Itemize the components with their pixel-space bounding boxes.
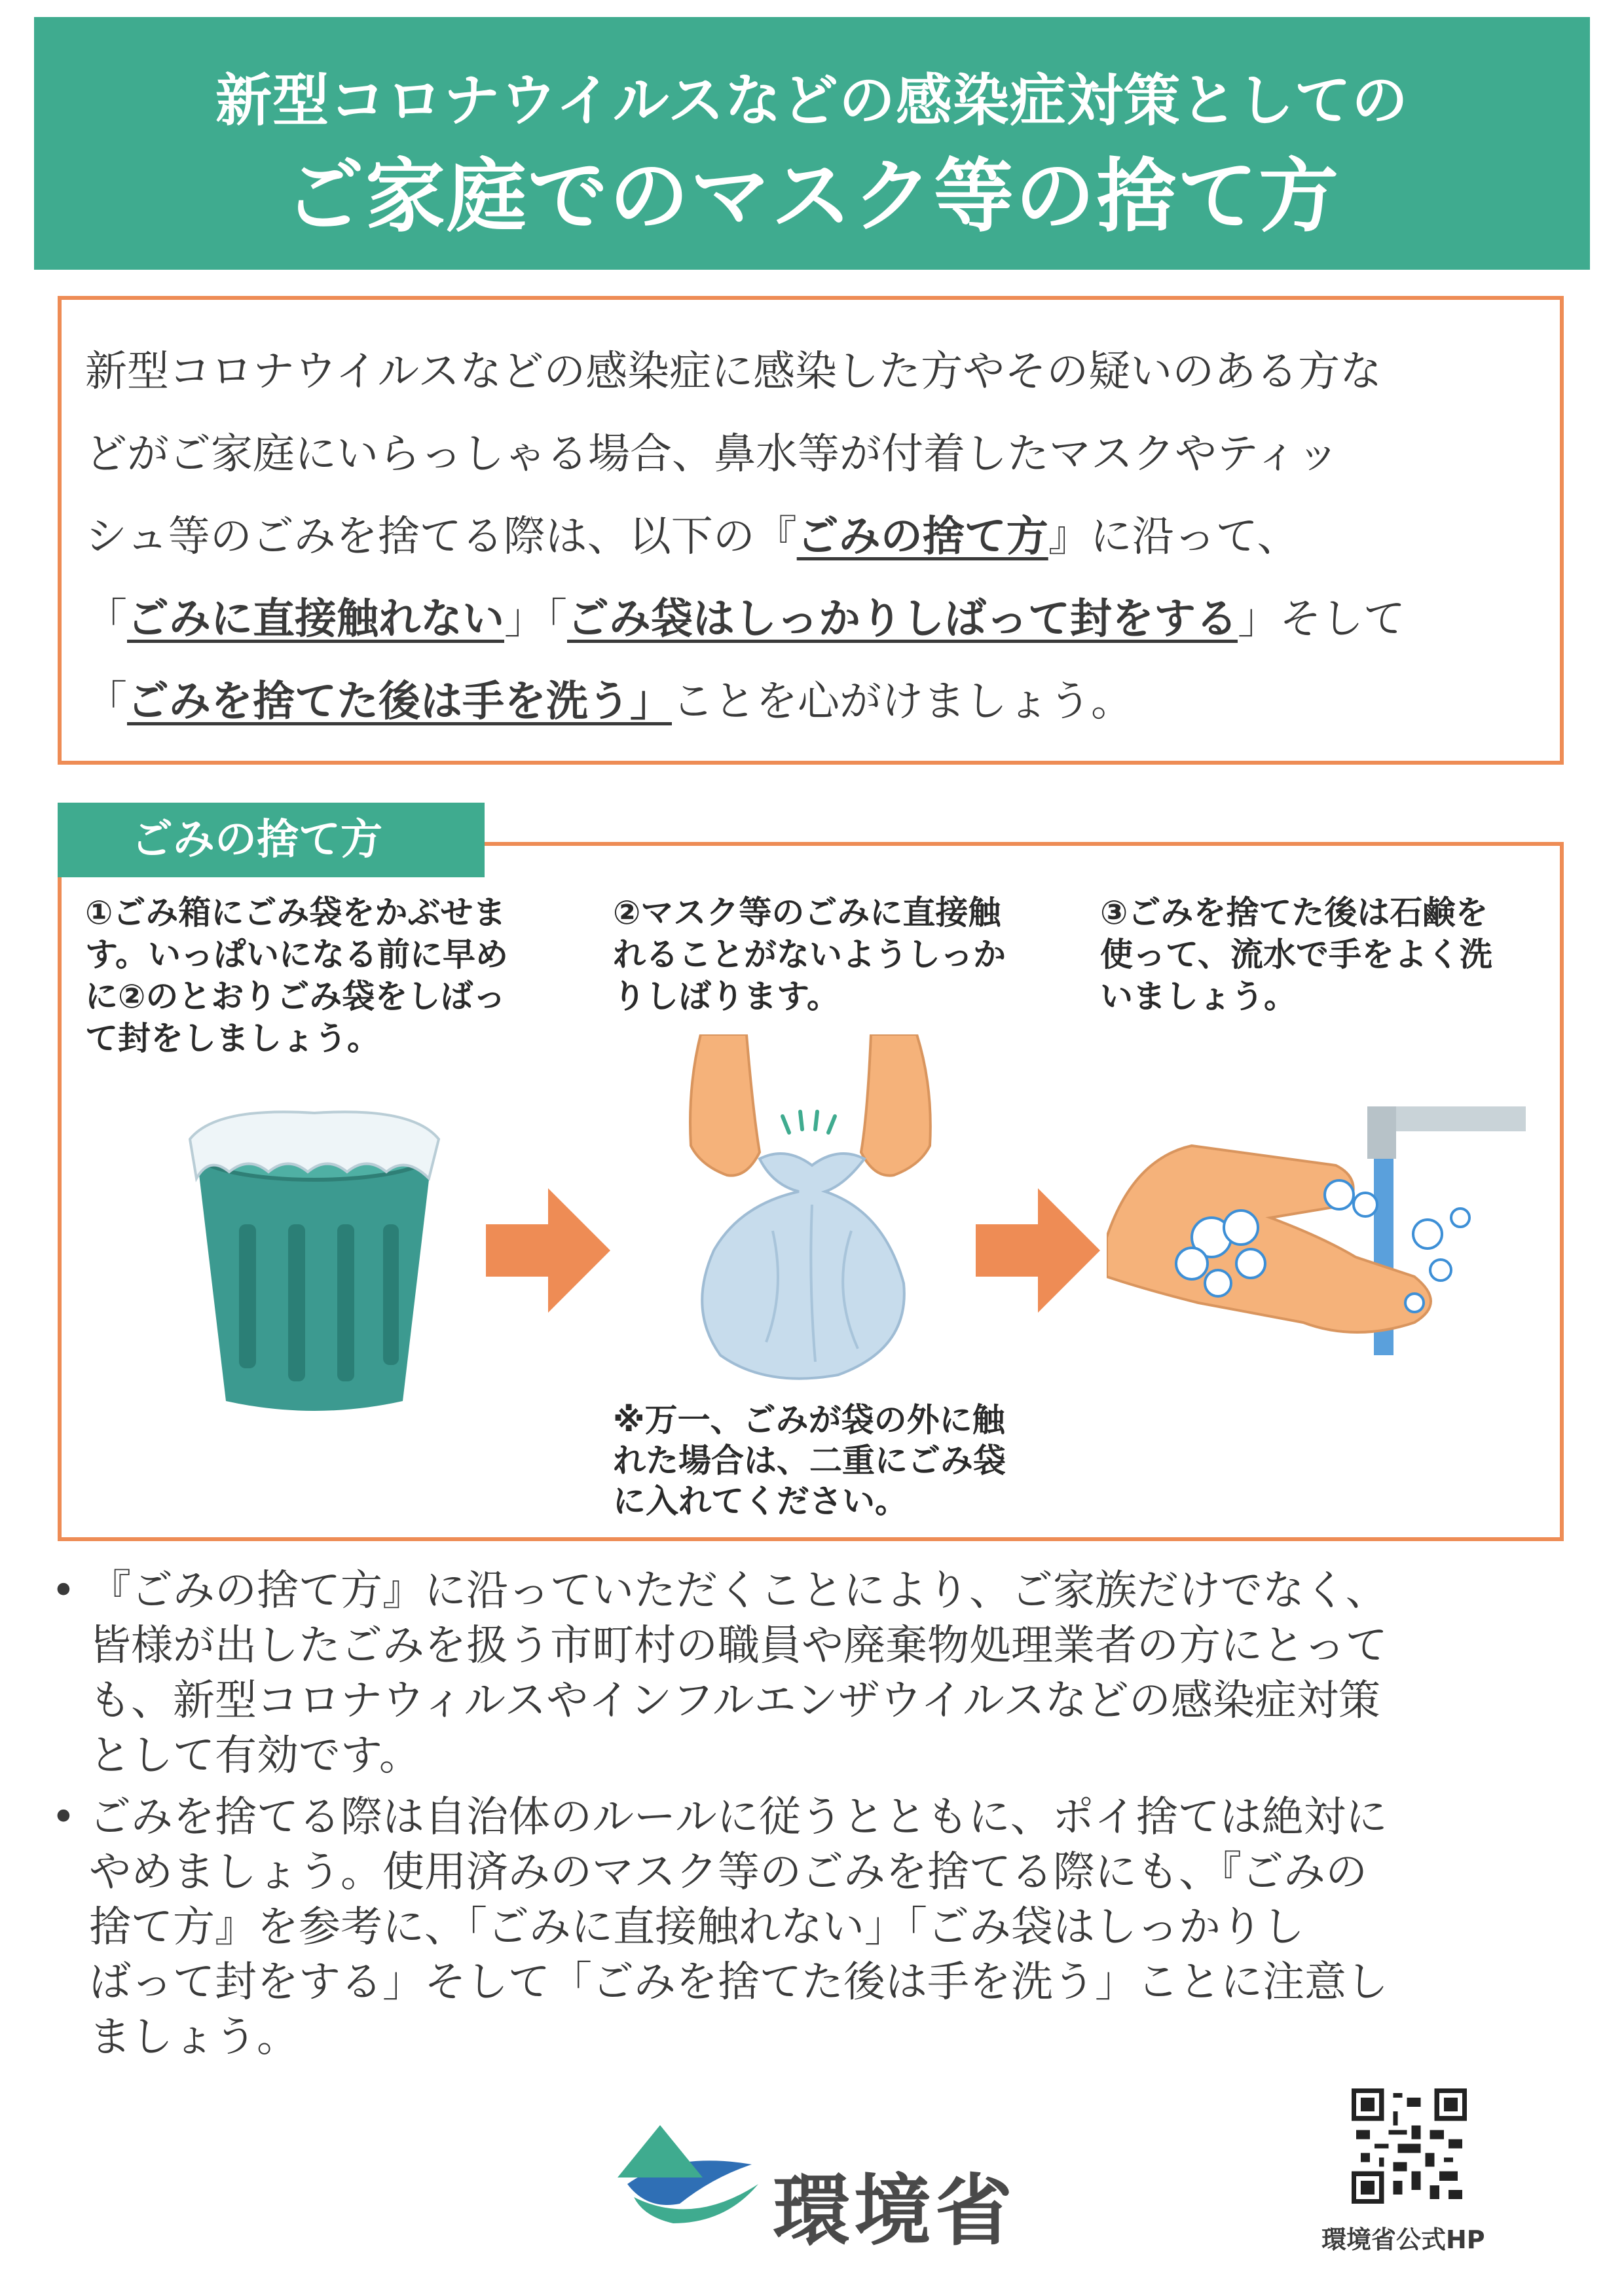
- intro-text: ことを心がけましょう。: [672, 678, 1133, 726]
- bullet-line: ごみを捨てる際は自治体のルールに従うとともに、ポイ捨ては絶対に: [89, 1793, 1388, 1842]
- bullet-dot: •: [51, 1793, 76, 1842]
- intro-emphasis: ごみを捨てた後は手を洗う」: [127, 678, 672, 726]
- intro-line-1: 新型コロナウイルスなどの感染症に感染した方やその疑いのある方な: [85, 348, 1382, 396]
- intro-text: 」「: [504, 595, 567, 644]
- bullet-line: も、新型コロナウィルスやインフルエンザウイルスなどの感染症対策: [89, 1677, 1380, 1725]
- bullet-line: 捨て方』を参考に、「ごみに直接触れない」「ごみ袋はしっかりし: [89, 1903, 1304, 1952]
- intro-text: 」そして: [1238, 595, 1405, 644]
- step-line: ②マスク等のごみに直接触: [613, 894, 1001, 932]
- bullet-list: [46, 1563, 1578, 2071]
- bullet-item: [46, 1563, 1578, 1783]
- intro-text: 「: [85, 595, 127, 644]
- step-line: ③ごみを捨てた後は石鹸を: [1100, 894, 1488, 932]
- step-line: ①ごみ箱にごみ袋をかぶせま: [85, 894, 506, 932]
- title-line-2: ご家庭でのマスク等の捨て方: [284, 150, 1340, 243]
- intro-emphasis: ごみの捨て方: [796, 513, 1048, 561]
- intro-line-5: [85, 668, 1133, 728]
- intro-text: 「: [85, 678, 127, 726]
- intro-emphasis: ごみ袋はしっかりしばって封をする: [567, 595, 1238, 644]
- intro-line-2: どがご家庭にいらっしゃる場合、鼻水等が付着したマスクやティッ: [85, 430, 1339, 479]
- bullet-line: やめましょう。使用済みのマスク等のごみを捨てる際にも、『ごみの: [89, 1848, 1367, 1897]
- trash-bin-icon: [177, 1093, 452, 1421]
- step-line: に②のとおりごみ袋をしばっ: [85, 977, 506, 1015]
- hand-washing-icon: [1107, 1106, 1526, 1368]
- step-line: いましょう。: [1100, 977, 1297, 1015]
- bullet-line: 『ごみの捨て方』に沿っていただくことにより、ご家族だけでなく、: [89, 1567, 1388, 1615]
- note-line: に入れてください。: [613, 1482, 908, 1520]
- title-line-1: 新型コロナウイルスなどの感染症対策としての: [215, 68, 1409, 134]
- qr-code-icon[interactable]: [1352, 2088, 1467, 2204]
- intro-box: [58, 296, 1564, 765]
- intro-line-3: [85, 503, 1299, 563]
- intro-text: シュ等のごみを捨てる際は、以下の『: [85, 513, 797, 561]
- step-line: て封をしましょう。: [85, 1019, 380, 1057]
- title-banner: [34, 17, 1590, 270]
- note-line: ※万一、ごみが袋の外に触: [613, 1401, 1005, 1439]
- step-2-text: [613, 892, 1045, 1017]
- bullet-line: ばって封をする」そして「ごみを捨てた後は手を洗う」ことに注意し: [89, 1958, 1388, 2007]
- intro-line-4: [85, 585, 1405, 646]
- bullet-line: 皆様が出したごみを扱う市町村の職員や廃棄物処理業者の方にとって: [89, 1622, 1388, 1670]
- note-line: れた場合は、二重にごみ袋: [613, 1442, 1006, 1480]
- step-line: れることがないようしっか: [613, 936, 1006, 974]
- ministry-name: 環境省: [773, 2166, 1017, 2256]
- step-line: りしばります。: [613, 977, 840, 1015]
- intro-emphasis: ごみに直接触れない: [127, 595, 504, 644]
- intro-text: 』に沿って、: [1048, 513, 1299, 561]
- step-line: 使って、流水で手をよく洗: [1100, 936, 1492, 974]
- bullet-line: として有効です。: [89, 1732, 421, 1780]
- bullet-line: ましょう。: [89, 2013, 299, 2062]
- howto-tab-label: ごみの捨て方: [58, 803, 485, 877]
- tied-bag-icon: [674, 1034, 950, 1388]
- step-1-text: [85, 892, 517, 1059]
- step-line: す。いっぱいになる前に早め: [85, 936, 508, 974]
- caution-note: [613, 1400, 1006, 1522]
- qr-caption: 環境省公式HP: [1321, 2225, 1485, 2254]
- bullet-dot: •: [51, 1567, 76, 1615]
- step-3-text: [1100, 892, 1532, 1017]
- bullet-item: [46, 1790, 1578, 2065]
- arrow-right-icon: [976, 1188, 1100, 1313]
- arrow-right-icon: [486, 1188, 610, 1313]
